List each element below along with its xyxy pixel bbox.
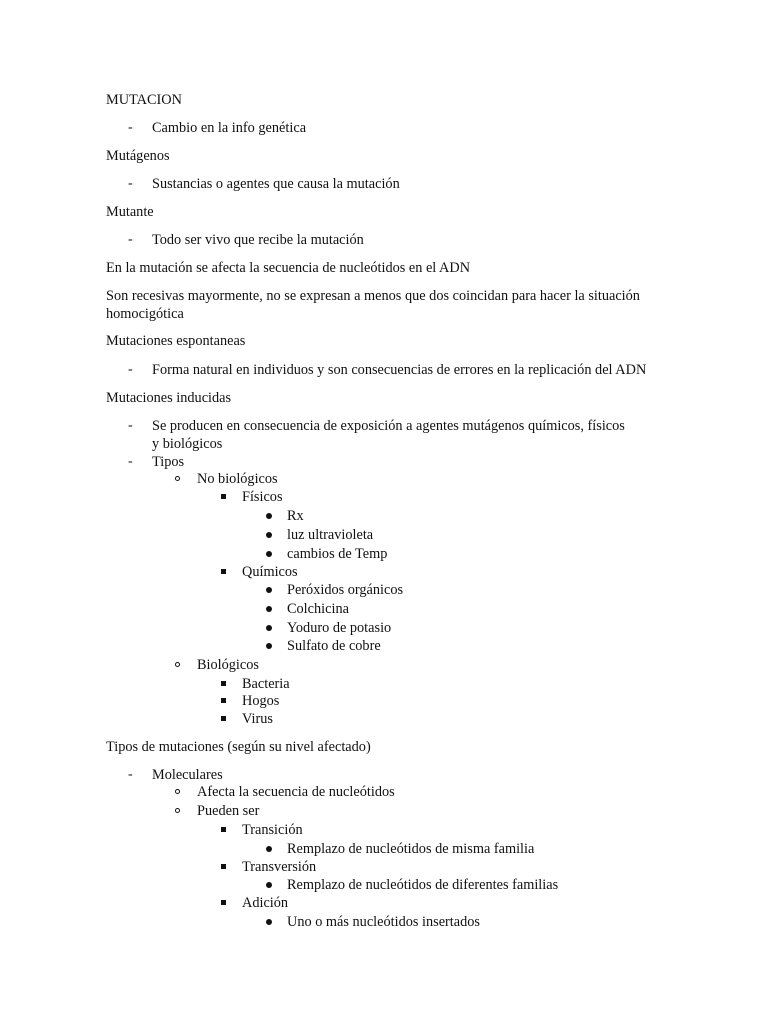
dash-bullet: - [128, 120, 133, 135]
list-item-fisicos: Físicos [242, 489, 283, 505]
list-item: Rx [287, 508, 304, 524]
heading-mutagenos: Mutágenos [106, 148, 170, 164]
list-item: Remplazo de nucleótidos de diferentes familias [287, 877, 559, 893]
list-item: Hogos [242, 693, 280, 709]
list-item: Remplazo de nucleótidos de misma familia [287, 841, 535, 857]
list-item-no-biologicos: No biológicos [197, 471, 278, 487]
square-bullet [221, 494, 226, 499]
list-item: Se producen en consecuencia de exposición a agentes mutágenos químicos, físicos y biológicos [152, 418, 625, 452]
square-bullet [221, 827, 226, 832]
list-item-transicion: Transición [242, 822, 303, 838]
list-item-transversion: Transversión [242, 859, 317, 875]
dash-bullet: - [128, 767, 133, 782]
list-item-adicion: Adición [242, 895, 289, 911]
dash-bullet: - [128, 454, 133, 469]
list-item: Cambio en la info genética [152, 120, 307, 136]
list-item: cambios de Temp [287, 546, 388, 562]
paragraph: En la mutación se afecta la secuencia de nucleótidos en el ADN [106, 260, 471, 276]
list-item: luz ultravioleta [287, 527, 374, 543]
list-item: Colchicina [287, 601, 349, 617]
list-item: Sustancias o agentes que causa la mutación [152, 176, 400, 192]
list-item: Uno o más nucleótidos insertados [287, 914, 480, 930]
list-item: Afecta la secuencia de nucleótidos [197, 784, 395, 800]
dot-bullet [266, 513, 272, 519]
list-item: Forma natural en individuos y son consecuencias de errores en la replicación del ADN [152, 362, 647, 378]
list-item: Yoduro de potasio [287, 620, 392, 636]
list-item: Bacteria [242, 676, 290, 692]
list-item-moleculares: Moleculares [152, 767, 223, 783]
dot-bullet [266, 587, 272, 593]
circle-bullet [175, 808, 180, 813]
list-item-quimicos: Químicos [242, 564, 298, 580]
dash-bullet: - [128, 176, 133, 191]
square-bullet [221, 698, 226, 703]
dot-bullet [266, 919, 272, 925]
circle-bullet [175, 789, 180, 794]
list-item: Virus [242, 711, 273, 727]
heading-tipos-mutaciones: Tipos de mutaciones (según su nivel afectado) [106, 739, 371, 755]
heading-mutacion: MUTACION [106, 92, 182, 108]
list-item-pueden-ser: Pueden ser [197, 803, 260, 819]
dot-bullet [266, 643, 272, 649]
circle-bullet [175, 662, 180, 667]
circle-bullet [175, 476, 180, 481]
dot-bullet [266, 606, 272, 612]
dot-bullet [266, 532, 272, 538]
square-bullet [221, 716, 226, 721]
heading-mutante: Mutante [106, 204, 154, 220]
heading-inducidas: Mutaciones inducidas [106, 390, 232, 406]
dot-bullet [266, 625, 272, 631]
dot-bullet [266, 551, 272, 557]
dash-bullet: - [128, 232, 133, 247]
dot-bullet [266, 846, 272, 852]
square-bullet [221, 864, 226, 869]
dash-bullet: - [128, 362, 133, 377]
heading-espontaneas: Mutaciones espontaneas [106, 333, 246, 349]
list-item: Todo ser vivo que recibe la mutación [152, 232, 364, 248]
list-item: Sulfato de cobre [287, 638, 381, 654]
list-item-biologicos: Biológicos [197, 657, 259, 673]
square-bullet [221, 569, 226, 574]
dot-bullet [266, 882, 272, 888]
list-item: Peróxidos orgánicos [287, 582, 404, 598]
paragraph: Son recesivas mayormente, no se expresan a menos que dos coincidan para hacer la situación homocigótica [106, 288, 640, 322]
square-bullet [221, 681, 226, 686]
list-item-tipos: Tipos [152, 454, 185, 470]
dash-bullet: - [128, 418, 133, 433]
square-bullet [221, 900, 226, 905]
